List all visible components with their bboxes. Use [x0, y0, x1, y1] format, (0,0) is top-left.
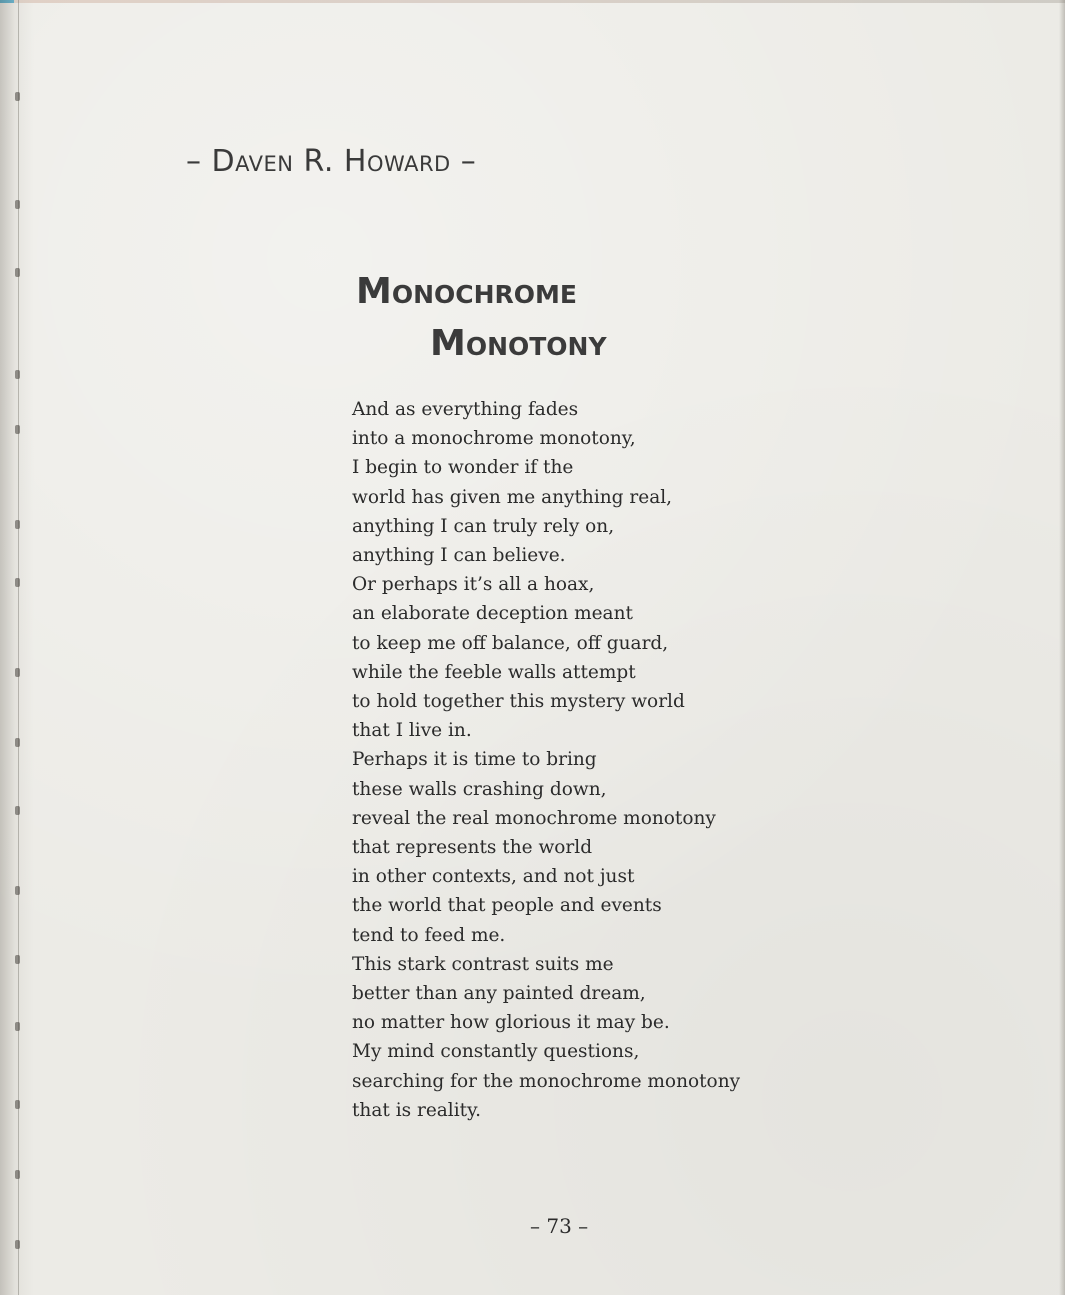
binding-stitch — [15, 955, 20, 964]
binding-stitch — [15, 1170, 20, 1179]
poem-title-line-2: Monotony — [430, 323, 607, 364]
poem-line: anything I can believe. — [352, 545, 566, 567]
poem-line: Perhaps it is time to bring — [352, 749, 597, 771]
binding-stitch — [15, 668, 20, 677]
poem-line: tend to feed me. — [352, 924, 506, 946]
poem-line: into a monochrome monotony, — [352, 428, 636, 450]
poem-line: to hold together this mystery world — [352, 691, 685, 713]
binding-stitch — [15, 425, 20, 434]
poem-line: to keep me off balance, off guard, — [352, 632, 669, 654]
binding-stitch — [15, 268, 20, 277]
author-suffix-dash: – — [460, 144, 477, 179]
poem-line: Or perhaps it’s all a hoax, — [352, 574, 595, 596]
poem-line: reveal the real monochrome monotony — [352, 807, 716, 829]
binding-stitch — [15, 200, 20, 209]
poem-line: while the feeble walls attempt — [352, 661, 636, 683]
poem-line: these walls crashing down, — [352, 778, 607, 800]
poem-line: This stark contrast suits me — [352, 953, 614, 975]
page-number: – 73 – — [530, 1214, 589, 1238]
poem-line: And as everything fades — [352, 399, 579, 420]
poem-line: the world that people and events — [352, 895, 662, 917]
binding-stitch — [15, 886, 20, 895]
poem-line: world has given me anything real, — [352, 486, 673, 508]
poem-line: that is reality. — [352, 1099, 481, 1121]
poem-title-line-1: Monochrome — [356, 271, 577, 312]
page-right-edge — [1059, 0, 1065, 1295]
author-prefix-dash: – — [186, 144, 202, 179]
binding-stitch — [15, 738, 20, 747]
poem-line: that I live in. — [352, 720, 472, 742]
poem-body — [352, 395, 772, 1125]
poem-line: better than any painted dream, — [352, 983, 646, 1005]
binding-stitch — [15, 1100, 20, 1109]
binding-stitch — [15, 370, 20, 379]
author-byline — [186, 144, 476, 179]
binding-stitch — [15, 578, 20, 587]
binding-stitch — [15, 520, 20, 529]
poem-line: an elaborate deception meant — [352, 603, 633, 625]
binding-stitch — [15, 1240, 20, 1249]
poem-line: that represents the world — [352, 837, 593, 859]
author-name: Daven R. Howard — [211, 144, 451, 179]
poem-line: no matter how glorious it may be. — [352, 1012, 670, 1034]
poem-line: I begin to wonder if the — [352, 457, 574, 479]
page-top-edge — [0, 0, 1065, 3]
binding-stitch — [15, 1022, 20, 1031]
poem-line: anything I can truly rely on, — [352, 515, 615, 537]
poem-title — [356, 266, 607, 370]
binding-stitch — [15, 92, 20, 101]
binding-stitch — [15, 806, 20, 815]
poem-line: searching for the monochrome monotony — [352, 1070, 741, 1092]
poem-line: in other contexts, and not just — [352, 866, 635, 888]
poem-line: My mind constantly questions, — [352, 1041, 640, 1063]
